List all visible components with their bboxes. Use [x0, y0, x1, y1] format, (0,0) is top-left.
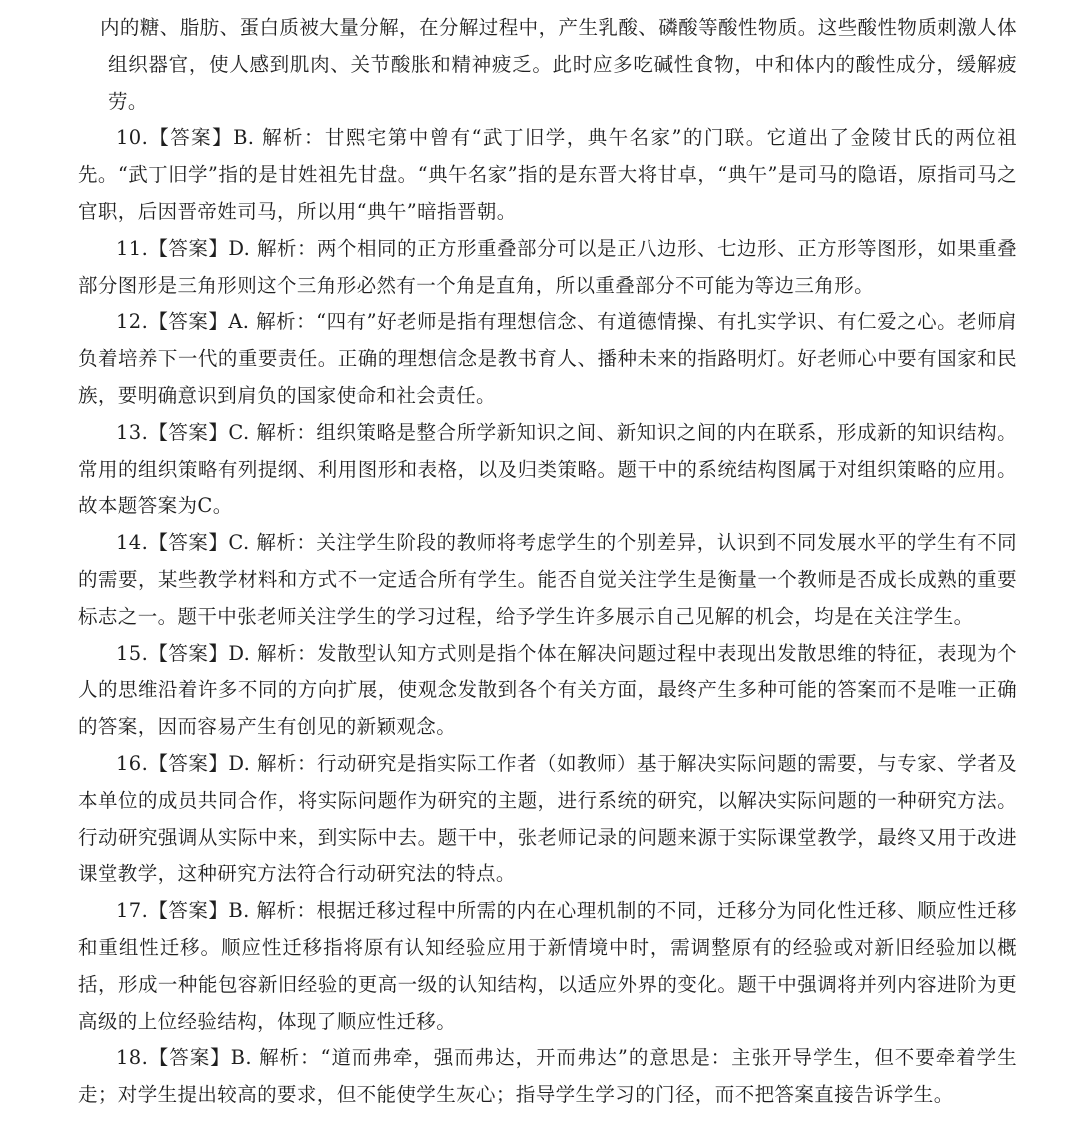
answer-item [78, 415, 1017, 525]
answer-tag: 【答案】 [148, 236, 229, 260]
answer-item [78, 746, 1017, 893]
continuation-paragraph: 内的糖、脂肪、蛋白质被大量分解，在分解过程中，产生乳酸、磷酸等酸性物质。这些酸性物质刺激人体组织器官，使人感到肌肉、关节酸胀和精神疲乏。此时应多吃碱性食物，中和体内的酸性成分，缓解疲劳。 [100, 16, 1017, 113]
answer-choice: C. [228, 420, 250, 444]
answer-choice: C. [228, 531, 250, 555]
answer-choice: B. [230, 1046, 252, 1070]
explanation-text: 解析：组织策略是整合所学新知识之间、新知识之间的内在联系，形成新的知识结构。常用的组织策略有列提纲、利用图形和表格，以及归类策略。题干中的系统结构图属于对组织策略的应用。故本题答案为C。 [78, 420, 1017, 518]
answer-tag: 【答案】 [148, 641, 229, 665]
answer-tag: 【答案】 [148, 899, 229, 923]
answer-item [78, 304, 1017, 414]
item-number: 14. [116, 531, 149, 555]
answer-choice: A. [228, 310, 250, 334]
answer-item [78, 1040, 1017, 1114]
explanation-text: 解析：两个相同的正方形重叠部分可以是正八边形、七边形、正方形等图形，如果重叠部分图形是三角形则这个三角形必然有一个角是直角，所以重叠部分不可能为等边三角形。 [78, 236, 1017, 297]
item-number: 16. [116, 751, 149, 775]
answer-tag: 【答案】 [148, 310, 229, 334]
answer-tag: 【答案】 [148, 420, 229, 444]
explanation-text: 解析：根据迁移过程中所需的内在心理机制的不同，迁移分为同化性迁移、顺应性迁移和重组性迁移。顺应性迁移指将原有认知经验应用于新情境中时，需调整原有的经验或对新旧经验加以概括，形成一种能包容新旧经验的更高一级的认知结构，以适应外界的变化。题干中强调将并列内容进阶为更高级的上位经验结构，体现了顺应性迁移。 [78, 899, 1017, 1033]
answer-item [78, 893, 1017, 1040]
explanation-text: 解析：“四有”好老师是指有理想信念、有道德情操、有扎实学识、有仁爱之心。老师肩负着培养下一代的重要责任。正确的理想信念是教书育人、播种未来的指路明灯。好老师心中要有国家和民族，要明确意识到肩负的国家使命和社会责任。 [78, 310, 1017, 407]
item-number: 12. [116, 310, 149, 334]
answer-choice: D. [228, 751, 251, 775]
answer-tag: 【答案】 [148, 751, 229, 775]
answer-choice: D. [228, 236, 251, 260]
explanation-text: 解析：行动研究是指实际工作者（如教师）基于解决实际问题的需要，与专家、学者及本单位的成员共同合作，将实际问题作为研究的主题，进行系统的研究，以解决实际问题的一种研究方法。行动研究强调从实际中来，到实际中去。题干中，张老师记录的问题来源于实际课堂教学，最终又用于改进课堂教学，这种研究方法符合行动研究法的特点。 [78, 751, 1017, 886]
item-number: 11. [116, 236, 149, 260]
item-number: 10. [116, 126, 149, 150]
item-number: 13. [116, 420, 149, 444]
answer-item [78, 525, 1017, 635]
item-number: 15. [116, 641, 149, 665]
explanation-text: 解析：“道而弗牵，强而弗达，开而弗达”的意思是：主张开导学生，但不要牵着学生走；对学生提出较高的要求，但不能使学生灰心；指导学生学习的门径，而不把答案直接告诉学生。 [78, 1046, 1017, 1107]
answer-choice: B. [233, 126, 255, 150]
item-number: 18. [116, 1046, 149, 1070]
item-number: 17. [116, 899, 149, 923]
answer-choice: B. [228, 899, 250, 923]
answer-choice: D. [228, 641, 251, 665]
answer-tag: 【答案】 [148, 531, 229, 555]
explanation-text: 解析：甘熙宅第中曾有“武丁旧学，典午名家”的门联。它道出了金陵甘氏的两位祖先。“武丁旧学”指的是甘姓祖先甘盘。“典午名家”指的是东晋大将甘卓，“典午”是司马的隐语，原指司马之官职，后因晋帝姓司马，所以用“典午”暗指晋朝。 [78, 126, 1017, 223]
explanation-text: 解析：关注学生阶段的教师将考虑学生的个别差异，认识到不同发展水平的学生有不同的需要，某些教学材料和方式不一定适合所有学生。能否自觉关注学生是衡量一个教师是否成长成熟的重要标志之一。题干中张老师关注学生的学习过程，给予学生许多展示自己见解的机会，均是在关注学生。 [78, 531, 1017, 628]
answer-tag: 【答案】 [148, 1046, 231, 1070]
answer-item [78, 231, 1017, 305]
answer-item [78, 636, 1017, 746]
answer-item [78, 120, 1017, 230]
answer-list [78, 120, 1017, 1114]
explanation-text: 解析：发散型认知方式则是指个体在解决问题过程中表现出发散思维的特征，表现为个人的思维沿着许多不同的方向扩展，使观念发散到各个有关方面，最终产生多种可能的答案而不是唯一正确的答案，因而容易产生有创见的新颖观念。 [78, 641, 1017, 739]
answer-tag: 【答案】 [148, 126, 234, 150]
